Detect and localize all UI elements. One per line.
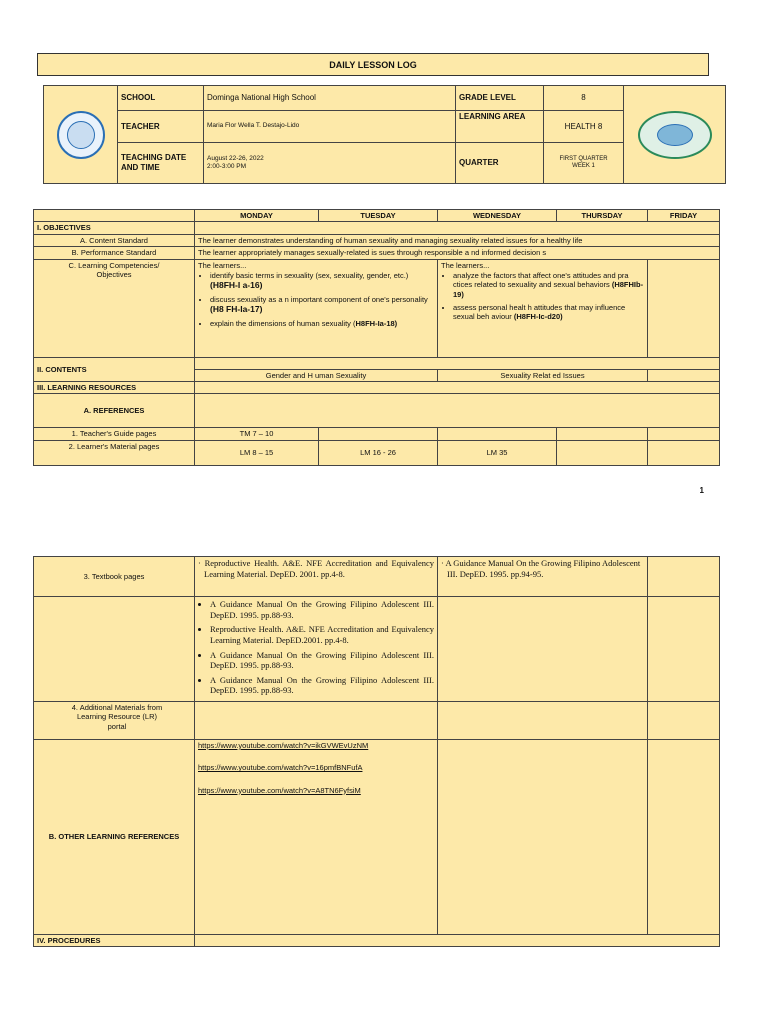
- performance-standard-label: B. Performance Standard: [34, 247, 195, 259]
- additional-materials-label: 4. Additional Materials from Learning Resource (LR) portal: [34, 702, 195, 740]
- video-link[interactable]: https://www.youtube.com/watch?v=A8TN6FyfsiM: [198, 785, 361, 795]
- competency-item: • analyze the factors that affect one's attitudes and pra ctices related to sexuality and sexual behaviors (H8FHIb-19): [453, 271, 644, 299]
- page-title: DAILY LESSON LOG: [37, 53, 709, 76]
- textbook-label: 3. Textbook pages: [34, 557, 195, 597]
- contents-label: II. CONTENTS: [34, 357, 195, 381]
- quarter-value: [544, 143, 624, 184]
- video-link[interactable]: https://www.youtube.com/watch?v=16pmfBNFufA: [198, 763, 363, 773]
- grade-value: 8: [544, 86, 624, 111]
- school-logo-cell: [624, 86, 726, 184]
- objectives-label: I. OBJECTIVES: [34, 222, 195, 234]
- competency-item: • discuss sexuality as a n important component of one's personality (H8 FH-Ia-17): [210, 295, 434, 315]
- school-value: Dominga National High School: [204, 86, 456, 111]
- monday-intro: The learners...: [198, 260, 247, 270]
- content-standard-value: The learner demonstrates understanding of human sexuality and managing sexuality related issues for a healthy life: [195, 234, 720, 246]
- reference-item: • A Guidance Manual On the Growing Filipino Adolescent III. DepED. 1995. pp.88-93.: [210, 650, 434, 671]
- content-standard-label: A. Content Standard: [34, 234, 195, 246]
- objectives-table: [33, 209, 720, 466]
- grade-label: GRADE LEVEL: [456, 86, 544, 111]
- reference-item: • A Guidance Manual On the Growing Filipino Adolescent III. DepED. 1995. pp.88-93.: [210, 675, 434, 696]
- performance-standard-value: The learner appropriately manages sexually-related is sues through responsible a nd informed decision s: [195, 247, 720, 259]
- day-monday: MONDAY: [195, 210, 319, 222]
- teacher-label: TEACHER: [118, 111, 204, 143]
- day-tuesday: TUESDAY: [319, 210, 438, 222]
- other-references-label: B. OTHER LEARNING REFERENCES: [34, 740, 195, 935]
- page-number: 1: [699, 486, 704, 495]
- additional-references-list: [195, 597, 438, 702]
- quarter-text: FIRST QUARTER: [559, 155, 608, 162]
- learners-material-monday: LM 8 – 15: [195, 440, 319, 465]
- area-label: LEARNING AREA: [456, 111, 544, 143]
- day-friday: FRIDAY: [648, 210, 720, 222]
- time-text: 2:00-3:00 PM: [207, 163, 247, 170]
- school-label: SCHOOL: [118, 86, 204, 111]
- textbook-monday: [195, 557, 438, 597]
- learners-material-label: 2. Learner's Material pages: [34, 440, 195, 465]
- competencies-label-line2: Objectives: [96, 269, 132, 279]
- learners-material-wednesday: LM 35: [438, 440, 557, 465]
- reference-item: • Reproductive Health. A&E. NFE Accreditation and Equivalency Learning Material. DepED.2001. pp.4-8.: [210, 624, 434, 645]
- competency-item: • identify basic terms in sexuality (sex, sexuality, gender, etc.) (H8FH-I a-16): [210, 271, 434, 291]
- video-link[interactable]: https://www.youtube.com/watch?v=ikGVWEvUzNM: [198, 741, 369, 750]
- day-thursday: THURSDAY: [557, 210, 648, 222]
- competency-item: • explain the dimensions of human sexuality (H8FH-Ia-18): [210, 319, 434, 328]
- header-table: [43, 85, 726, 184]
- date-text: August 22-26, 2022: [207, 154, 264, 162]
- references-label: A. REFERENCES: [34, 394, 195, 428]
- textbook-monday-text: · Reproductive Health. A&E. NFE Accreditation and Equivalency Learning Material. DepED. 2001. pp.4-8.: [198, 558, 434, 579]
- competencies-label-line1: C. Learning Competencies/: [68, 260, 160, 270]
- deped-seal-cell: [44, 86, 118, 184]
- area-value: HEALTH 8: [544, 111, 624, 143]
- teachers-guide-monday: TM 7 – 10: [195, 428, 319, 440]
- wednesday-intro: The learners...: [441, 260, 490, 270]
- teachers-guide-label: 1. Teacher's Guide pages: [34, 428, 195, 440]
- resources-label: III. LEARNING RESOURCES: [34, 381, 195, 393]
- week-text: WEEK 1: [572, 163, 595, 169]
- resources-table: [33, 556, 720, 947]
- deped-seal-icon: [57, 111, 105, 159]
- reference-item: • A Guidance Manual On the Growing Filipino Adolescent III. DepED. 1995. pp.88-93.: [210, 599, 434, 620]
- contents-wednesday: Sexuality Relat ed Issues: [438, 369, 648, 381]
- learners-material-tuesday: LM 16 - 26: [319, 440, 438, 465]
- date-value: [204, 143, 456, 184]
- textbook-wednesday-text: · A Guidance Manual On the Growing Filipino Adolescent III. DepED. 1995. pp.94-95.: [441, 558, 641, 579]
- competencies-label: [34, 259, 195, 357]
- competency-item: • assess personal healt h attitudes that may influence sexual beh aviour (H8FH-Ic-d20): [453, 303, 644, 322]
- textbook-wednesday: [438, 557, 648, 597]
- date-label: TEACHING DATE AND TIME: [118, 143, 204, 184]
- video-links: [195, 740, 438, 935]
- monday-competencies: [195, 259, 438, 357]
- school-logo-icon: [638, 111, 712, 159]
- wednesday-competencies: [438, 259, 648, 357]
- contents-monday: Gender and H uman Sexuality: [195, 369, 438, 381]
- day-wednesday: WEDNESDAY: [438, 210, 557, 222]
- procedures-label: IV. PROCEDURES: [34, 935, 195, 947]
- quarter-label: QUARTER: [456, 143, 544, 184]
- teacher-value: Maria Flor Wella T. Destajo-Lido: [204, 111, 456, 143]
